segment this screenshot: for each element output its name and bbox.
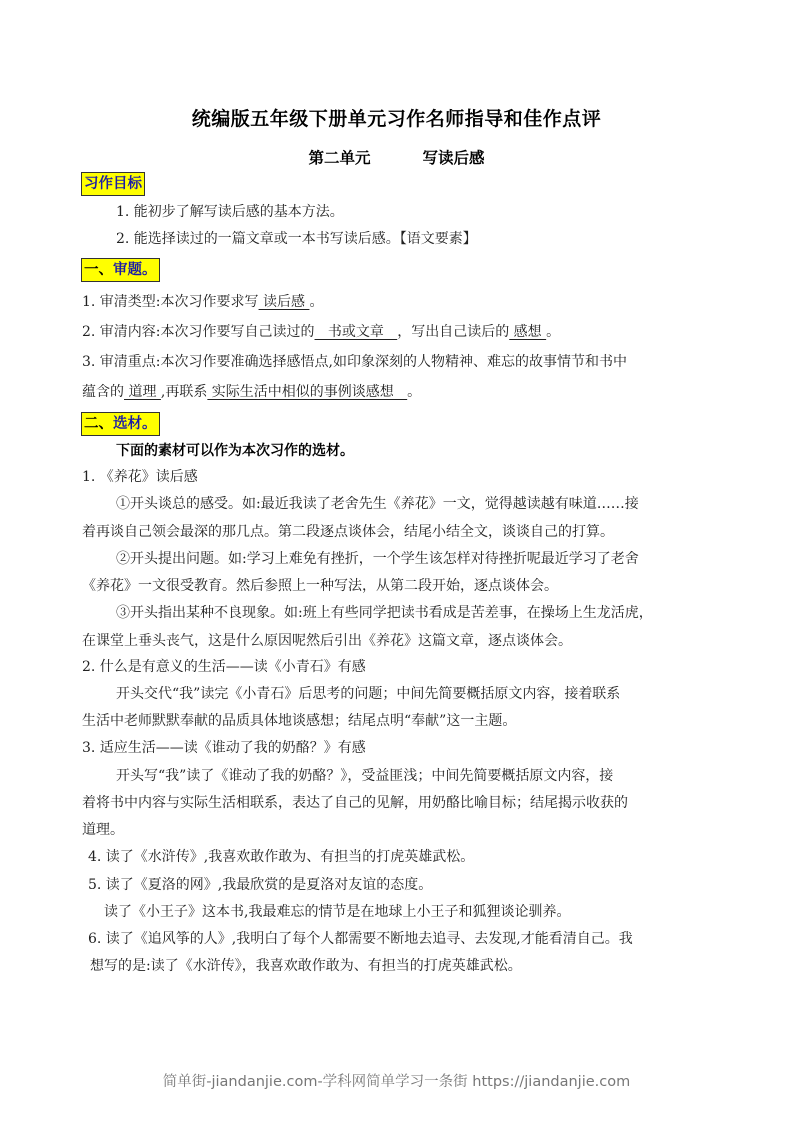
review-item-focus: 3. 审清重点:本次习作要准确选择感悟点,如印象深刻的人物精神、难忘的故事情节和书中 [82,354,627,370]
material-item: 4. 读了《水浒传》,我喜欢敢作敢为、有担当的打虎英雄武松。 [88,849,475,865]
material-text: ③开头指出某种不良现象。如:班上有些同学把读书看成是苦差事，在操场上生龙活虎， [116,605,653,621]
material-title: 2. 什么是有意义的生活——读《小青石》有感 [82,659,366,675]
material-text: 《养花》一文很受教育。然后参照上一种写法，从第二段开始，逐点谈体会。 [82,578,558,594]
footer-watermark: 简单街-jiandanjie.com-学科网简单学习一条街 https://jiandanjie.com [162,1074,631,1090]
material-text: 在课堂上垂头丧气，这是什么原因呢然后引出《养花》这篇文章，逐点谈体会。 [82,633,572,649]
goal-item: 2. 能选择读过的一篇文章或一本书写读后感。【语文要素】 [116,231,477,247]
materials-heading: 二、选材。 [81,412,160,436]
material-text: 着再谈自己领会最深的那几点。第二段逐点谈体会，结尾小结全文，谈谈自己的打算。 [82,524,614,540]
answer-blank: 道理 [124,384,161,400]
answer-blank: 感想 [509,324,547,340]
material-text: 着将书中内容与实际生活相联系，表达了自己的见解，用奶酪比喻目标；结尾揭示收获的 [82,795,628,811]
review-item-focus-cont: 蕴含的 道理 ,再联系 实际生活中相似的事例谈感想 。 [82,384,422,400]
document-subtitle [0,146,793,168]
material-text: 开头写“我”读了《谁动了我的奶酪？》，受益匪浅；中间先简要概括原文内容，接 [116,768,614,784]
material-item: 读了《小王子》这本书,我最难忘的情节是在地球上小王子和狐狸谈论驯养。 [104,904,571,920]
review-item-type: 1. 审清类型:本次习作要求写 读后感 。 [82,294,324,310]
review-heading: 一、审题。 [81,258,160,282]
review-item-content: 2. 审清内容:本次习作要写自己读过的 书或文章 ，写出自己读后的 感想 。 [82,324,561,340]
materials-intro: 下面的素材可以作为本次习作的选材。 [116,443,354,459]
material-title: 1. 《养花》读后感 [82,469,198,485]
goals-heading: 习作目标 [81,172,145,196]
unit-label: 第二单元 [308,149,371,167]
goal-item: 1. 能初步了解写读后感的基本方法。 [116,204,344,220]
answer-blank: 书或文章 [314,324,398,340]
answer-blank: 读后感 [258,294,310,310]
material-item: 5. 读了《夏洛的网》,我最欣赏的是夏洛对友谊的态度。 [88,877,433,893]
material-text: 生活中老师默默奉献的品质具体地谈感想；结尾点明“奉献”这一主题。 [82,713,517,729]
material-text: ②开头提出问题。如:学习上难免有挫折，一个学生该怎样对待挫折呢最近学习了老舍 [116,551,639,567]
material-item: 想写的是:读了《水浒传》，我喜欢敢作敢为、有担当的打虎英雄武松。 [90,958,522,974]
material-title: 3. 适应生活——读《谁动了我的奶酪？》有感 [82,740,366,756]
topic-label: 写读后感 [422,149,485,167]
material-item: 6. 读了《追风筝的人》,我明白了每个人都需要不断地去追寻、去发现,才能看清自己。我 [88,931,633,947]
document-title: 统编版五年级下册单元习作名师指导和佳作点评 [191,108,602,130]
answer-blank: 实际生活中相似的事例谈感想 [207,384,408,400]
material-text: ①开头谈总的感受。如:最近我读了老舍先生《养花》一文，觉得越读越有味道……接 [116,496,639,512]
material-text: 开头交代“我”读完《小青石》后思考的问题；中间先简要概括原文内容，接着联系 [116,686,621,702]
material-text: 道理。 [82,822,124,838]
